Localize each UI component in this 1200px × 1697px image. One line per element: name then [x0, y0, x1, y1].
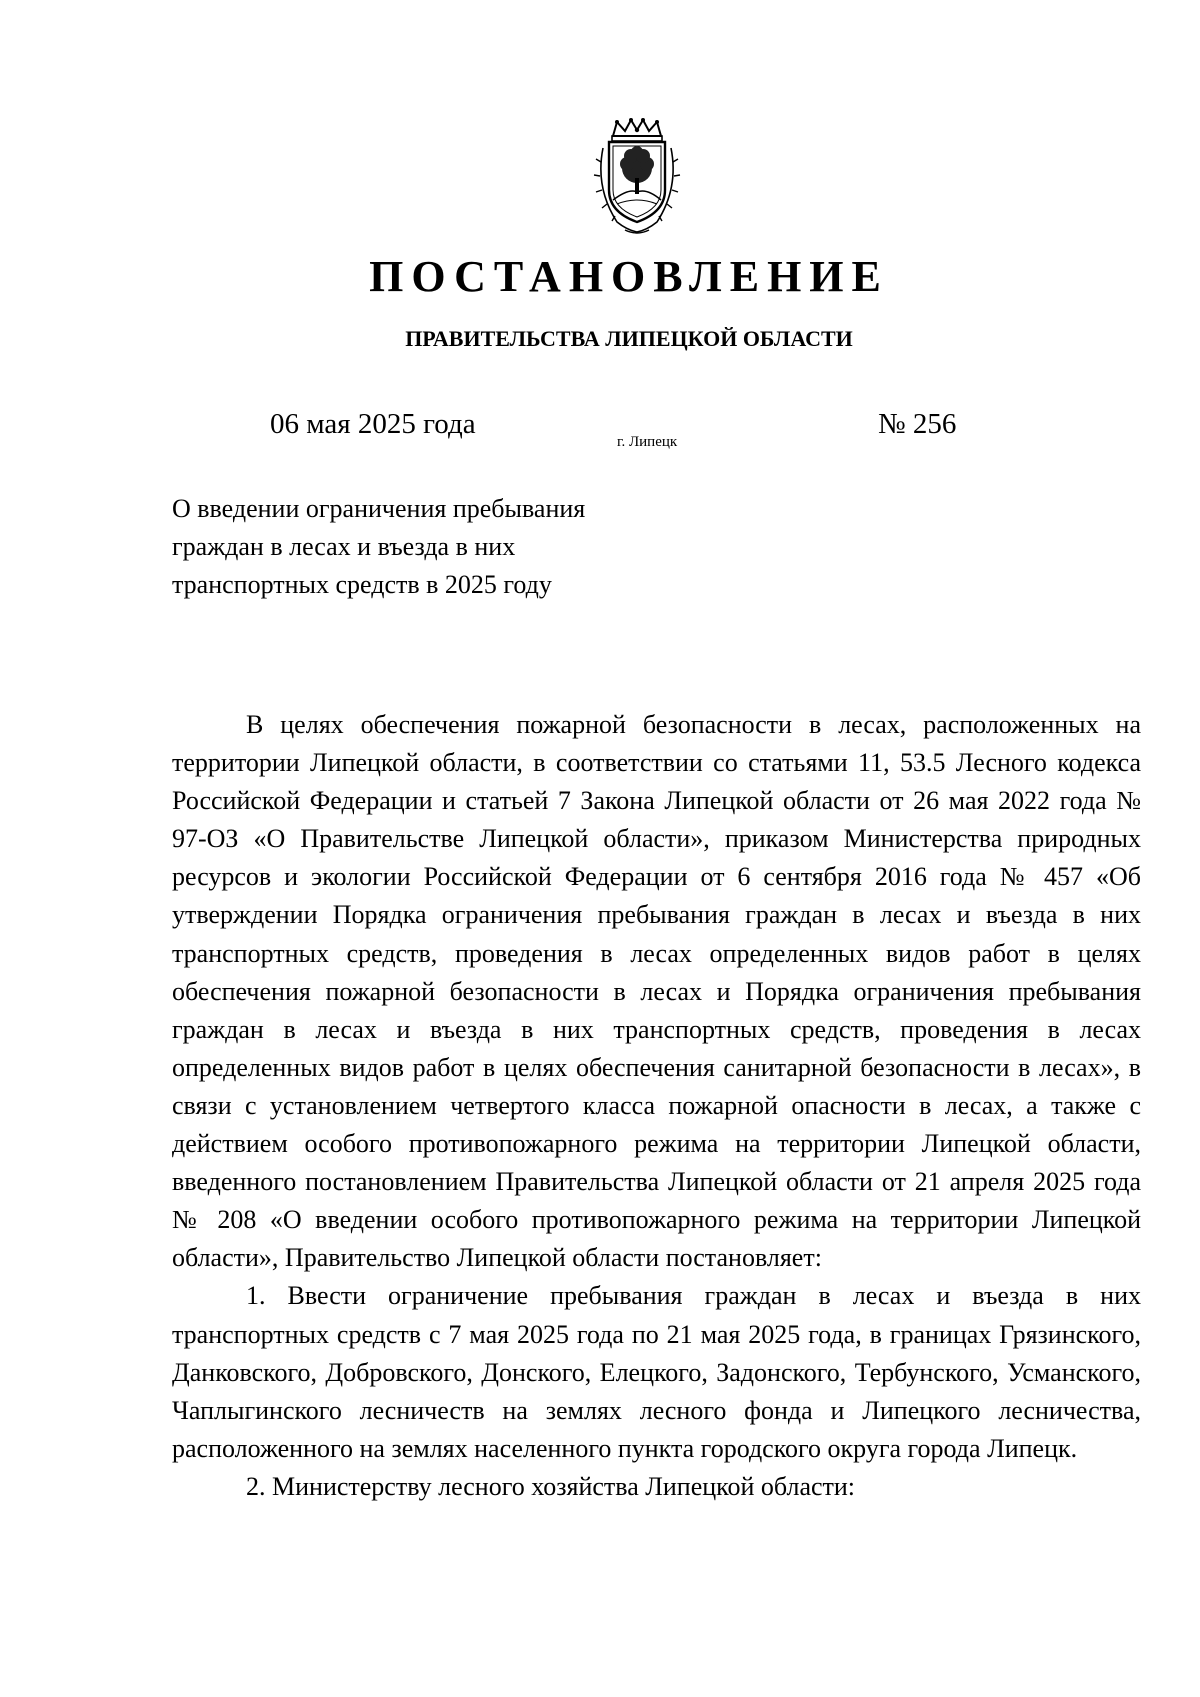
subject-line: граждан в лесах и въезда в них [172, 532, 516, 561]
body-paragraph-item-2: 2. Министерству лесного хозяйства Липецкой области: [246, 1471, 856, 1501]
body-paragraph-item-1: 1. Ввести ограничение пребывания граждан в лесах и въезда в них транспортных средств с 7 мая 2025 года по 21 мая 2025 года, в границах Грязинского, Данковского, Добровского, Донского, Елецкого, Задонского, Тербунского, Усманского, Чаплыгинского лесничеств на землях лесного фонда и Липецкого лесничества, расположенного на землях населенного пункта городского округа города Липецк. [172, 1281, 1141, 1463]
document-date: 06 мая 2025 года [270, 408, 476, 440]
subject-line: О введении ограничения пребывания [172, 494, 586, 523]
document-body [172, 706, 1141, 1506]
coat-of-arms-icon [587, 118, 687, 238]
subject-line: транспортных средств в 2025 году [172, 570, 552, 599]
document-city: г. Липецк [617, 434, 678, 450]
document-number: № 256 [878, 408, 957, 440]
document-subject [172, 490, 692, 604]
document-title: ПОСТАНОВЛЕНИЕ [369, 252, 889, 301]
body-paragraph-preamble: В целях обеспечения пожарной безопасности в лесах, расположенных на территории Липецкой области, в соответствии со статьями 11, 53.5 Лесного кодекса Российской Федерации и статьей 7 Закона Липецкой области от 26 мая 2022 года № 97-ОЗ «О Правительстве Липецкой области», приказом Министерства природных ресурсов и экологии Российской Федерации от 6 сентября 2016 года № 457 «Об утверждении Порядка ограничения пребывания граждан в лесах и въезда в них транспортных средств, проведения в лесах определенных видов работ в целях обеспечения пожарной безопасности в лесах и Порядка ограничения пребывания граждан в лесах и въезда в них транспортных средств, проведения в лесах определенных видов работ в целях обеспечения санитарной безопасности в лесах», в связи с установлением четвертого класса пожарной опасности в лесах, а также с действием особого противопожарного режима на территории Липецкой области, введенного постановлением Правительства Липецкой области от 21 апреля 2025 года № 208 «О введении особого противопожарного режима на территории Липецкой области», Правительство Липецкой области постановляет: [172, 710, 1141, 1273]
document-issuer: ПРАВИТЕЛЬСТВА ЛИПЕЦКОЙ ОБЛАСТИ [405, 326, 853, 351]
